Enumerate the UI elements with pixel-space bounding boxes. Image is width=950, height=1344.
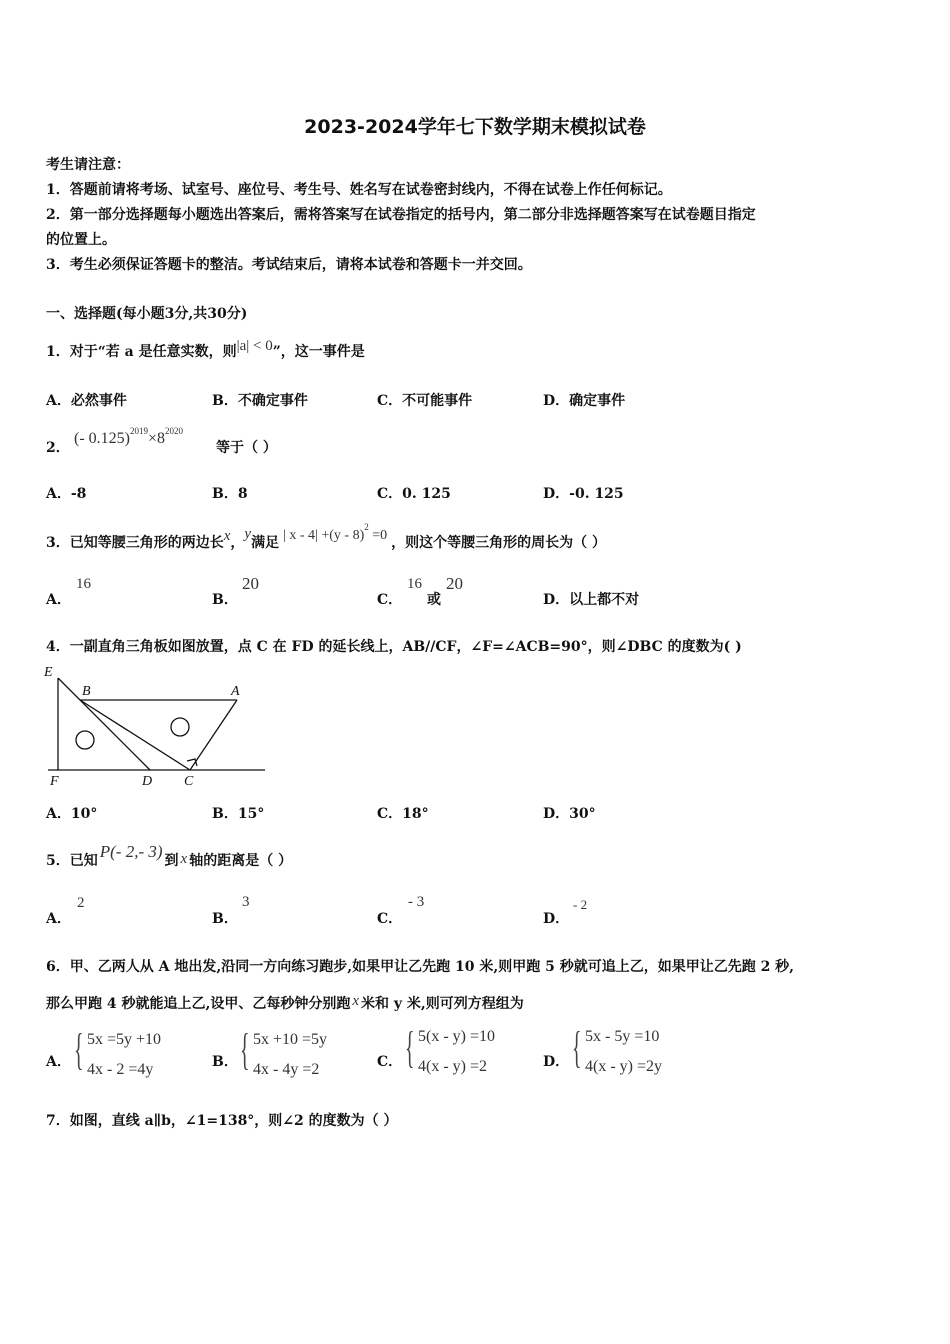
question-7-text: 7．如图，直线 a∥b，∠1=138°，则∠2 的度数为（ ） — [46, 1113, 398, 1129]
variable-x: x — [223, 528, 231, 544]
triangle-figure — [40, 660, 272, 790]
equation: 5(x - y) =10 — [418, 1028, 496, 1045]
brace-icon: { — [405, 1023, 415, 1072]
section-heading: 一、选择题(每小题3分,共30分) — [46, 306, 248, 322]
equation: 4(x - y) =2 — [418, 1058, 488, 1075]
question-2-number: 2． — [46, 440, 70, 456]
formula-main: | x - 4| +(y - 8) — [283, 528, 365, 543]
question-5 — [46, 842, 293, 870]
question-5-text-mid: 到 — [164, 853, 179, 869]
option-a[interactable]: A．必然事件 — [46, 393, 127, 409]
question-3-text-mid: 满足 — [251, 535, 280, 551]
equation: 5x - 5y =10 — [585, 1028, 660, 1045]
formula-times: ×8 — [147, 430, 166, 447]
question-3 — [46, 522, 607, 552]
brace-icon: { — [240, 1025, 250, 1074]
label-b: B — [82, 684, 91, 699]
page-title: 2023-2024学年七下数学期末模拟试卷 — [304, 116, 646, 138]
option-b-value: 3 — [242, 894, 250, 910]
label-c: C — [184, 774, 194, 789]
option-d[interactable]: D．确定事件 — [543, 393, 626, 409]
question-6-line-2 — [46, 993, 524, 1013]
option-d[interactable]: D．30° — [543, 806, 596, 822]
option-d[interactable]: D． — [543, 911, 570, 927]
question-1-formula: |a| < 0 — [236, 338, 273, 354]
option-a-value: 16 — [76, 576, 91, 592]
question-1-text-end: ”，这一事件是 — [272, 344, 365, 360]
label-d: D — [142, 774, 153, 789]
option-b[interactable]: B．不确定事件 — [212, 393, 308, 409]
option-c[interactable]: C．0. 125 — [377, 486, 451, 502]
option-c[interactable]: C．不可能事件 — [377, 393, 473, 409]
equation: 4x - 2 =4y — [87, 1061, 154, 1078]
option-c[interactable]: C． — [377, 911, 403, 927]
variable-y: y — [244, 526, 252, 542]
option-d[interactable]: D． — [543, 1054, 570, 1070]
option-c-value: 16 — [407, 576, 422, 592]
question-2-text: 等于（ ） — [216, 440, 277, 456]
option-a[interactable]: A．10° — [46, 806, 98, 822]
equation: 5x =5y +10 — [87, 1031, 162, 1048]
brace-icon: { — [572, 1023, 582, 1072]
question-6-text-end: 米和 y 米,则可列方程组为 — [361, 996, 524, 1012]
point-p: P(- 2,- 3) — [99, 842, 163, 861]
question-6-text: 那么甲跑 4 秒就能追上乙,设甲、乙每秒钟分别跑 — [46, 996, 351, 1012]
question-2-formula — [74, 426, 183, 448]
notice-item: 1．答题前请将考场、试室号、座位号、考生号、姓名写在试卷密封线内，不得在试卷上作任何标记。 — [46, 182, 672, 198]
equation: 4(x - y) =2y — [585, 1058, 663, 1075]
variable-x: x — [352, 993, 360, 1009]
question-3-text-end: ，则这个等腰三角形的周长为（ ） — [391, 535, 607, 551]
label-f: F — [50, 774, 59, 789]
option-b[interactable]: B． — [212, 911, 238, 927]
question-1 — [46, 338, 365, 361]
option-b-value: 20 — [242, 574, 259, 593]
question-5-text-end: 轴的距离是（ ） — [189, 853, 293, 869]
option-c-or: 或 — [427, 592, 441, 608]
formula-end: =0 — [368, 528, 388, 543]
option-a[interactable]: A． — [46, 592, 71, 608]
equation: 5x +10 =5y — [253, 1031, 328, 1048]
question-5-text: 5．已知 — [46, 853, 98, 869]
option-c-value-2: 20 — [446, 574, 463, 593]
question-6-line-1: 6．甲、乙两人从 A 地出发,沿同一方向练习跑步,如果甲让乙先跑 10 米,则甲跑 5 秒就可追上乙，如果甲让乙先跑 2 秒, — [46, 959, 795, 975]
brace-icon: { — [74, 1025, 84, 1074]
option-b[interactable]: B．15° — [212, 806, 265, 822]
option-a-value: 2 — [77, 895, 85, 911]
question-1-text: 1．对于“若 a 是任意实数，则 — [46, 344, 237, 360]
option-b[interactable]: B． — [212, 1054, 238, 1070]
notice-heading: 考生请注意： — [46, 157, 130, 173]
option-a[interactable]: A． — [46, 1054, 71, 1070]
equation: 4x - 4y =2 — [253, 1061, 320, 1078]
formula-exponent: 2 — [364, 522, 369, 532]
option-a[interactable]: A． — [46, 911, 71, 927]
formula-exponent: 2020 — [165, 426, 184, 436]
formula-exponent: 2019 — [129, 426, 148, 436]
label-a: A — [231, 684, 240, 699]
separator: ， — [230, 535, 245, 551]
notice-item: 的位置上。 — [46, 232, 116, 248]
question-4-text: 4．一副直角三角板如图放置，点 C 在 FD 的延长线上，AB//CF，∠F=∠ACB=90°，则∠DBC 的度数为( ) — [46, 639, 742, 655]
option-c[interactable]: C． — [377, 592, 403, 608]
question-3-text: 3．已知等腰三角形的两边长 — [46, 535, 224, 551]
line-bc — [80, 700, 190, 770]
option-d[interactable]: D．以上都不对 — [543, 592, 640, 608]
right-angle-mark — [187, 759, 197, 766]
notice-item: 2．第一部分选择题每小题选出答案后，需将答案写在试卷指定的括号内，第二部分非选择题答案写在试卷题目指定 — [46, 207, 756, 223]
hole-right — [171, 718, 189, 736]
hole-left — [76, 731, 94, 749]
notice-item: 3．考生必须保证答题卡的整洁。考试结束后，请将本试卷和答题卡一并交回。 — [46, 257, 532, 273]
option-b[interactable]: B． — [212, 592, 238, 608]
formula-base: (- 0.125) — [74, 430, 130, 447]
variable-x: x — [180, 851, 188, 867]
line-ed — [58, 678, 150, 770]
option-d[interactable]: D．-0. 125 — [543, 486, 624, 502]
option-c[interactable]: C． — [377, 1054, 403, 1070]
option-a[interactable]: A．-8 — [46, 486, 87, 502]
line-ac — [190, 700, 237, 770]
option-c-value: - 3 — [408, 894, 425, 910]
option-c[interactable]: C．18° — [377, 806, 429, 822]
label-e: E — [44, 665, 53, 680]
question-3-formula — [279, 522, 391, 543]
option-b[interactable]: B．8 — [212, 486, 248, 502]
option-d-value: - 2 — [573, 897, 588, 912]
